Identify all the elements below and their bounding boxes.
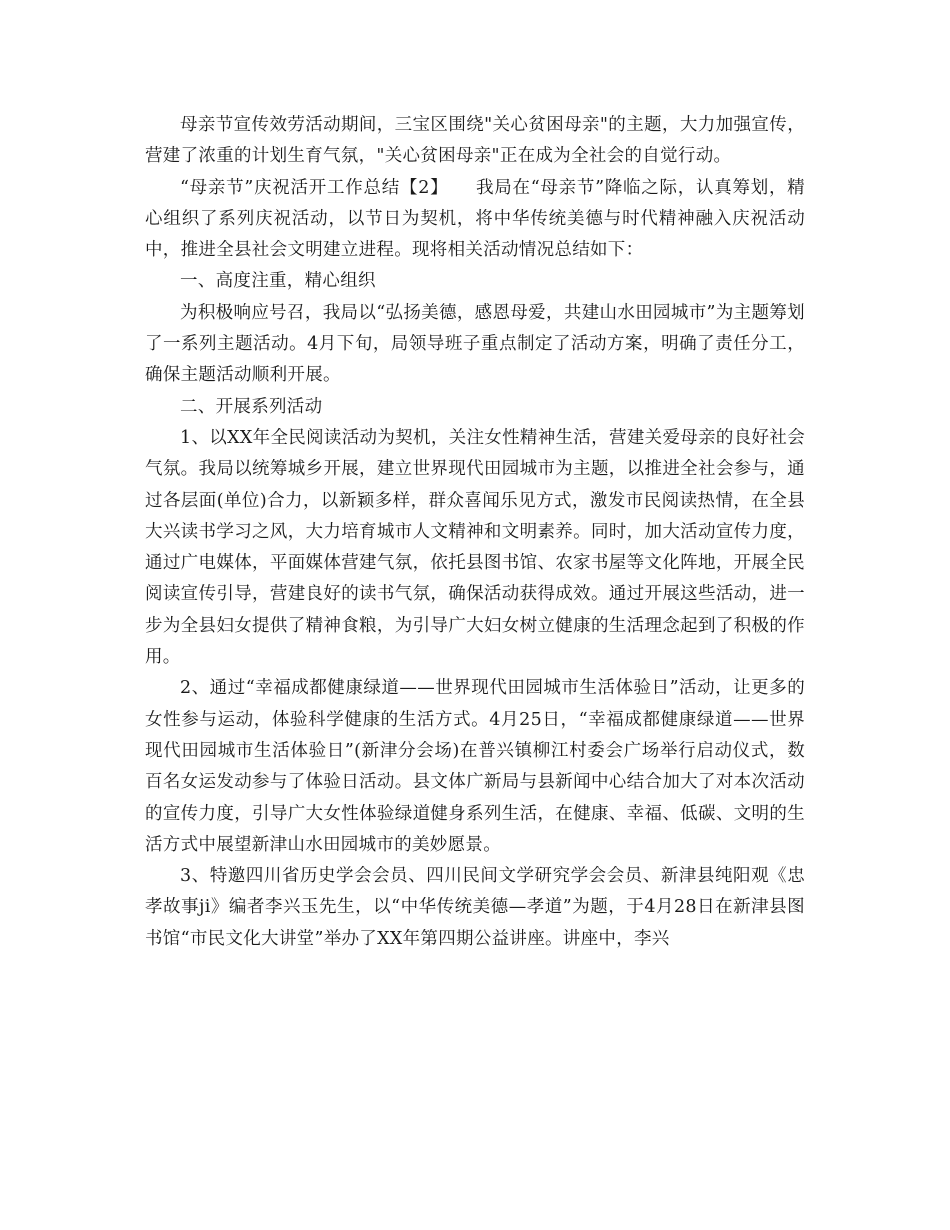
section-heading-1: 一、高度注重，精心组织 [180,271,376,292]
section-heading-2: 二、开展系列活动 [180,396,323,417]
paragraph-intro: 母亲节宣传效劳活动期间，三宝区围绕"关心贫困母亲"的主题，大力加强宣传，营建了浓重的计划生育气氛，"关心贫困母亲"正在成为全社会的自觉行动。 [145,115,805,167]
paragraph-activity-1: 1、以XX年全民阅读活动为契机，关注女性精神生活，营建关爱母亲的良好社会气氛。我局以统筹城乡开展，建立世界现代田园城市为主题，以推进全社会参与，通过各层面(单位)合力，以新颖多样，群众喜闻乐见方式，激发市民阅读热情，在全县大兴读书学习之风，大力培育城市人文精神和文明素养。同时，加大活动宣传力度，通过广电媒体，平面媒体营建气氛，依托县图书馆、农家书屋等文化阵地，开展全民阅读宣传引导，营建良好的读书气氛，确保活动获得成效。通过开展这些活动，进一步为全县妇女提供了精神食粮，为引导广大妇女树立健康的生活理念起到了积极的作用。 [145,427,805,668]
paragraph-activity-3: 3、特邀四川省历史学会会员、四川民间文学研究学会会员、新津县纯阳观《忠孝故事ji》编者李兴玉先生，以“中华传统美德—孝道”为题，于4月28日在新津县图书馆“市民文化大讲堂”举办了XX年第四期公益讲座。讲座中，李兴 [145,866,805,949]
paragraph-summary-title: “母亲节”庆祝活开工作总结【2】 我局在“母亲节”降临之际，认真筹划，精心组织了系列庆祝活动，以节日为契机，将中华传统美德与时代精神融入庆祝活动中，推进全县社会文明建立进程。现将相关活动情况总结如下： [145,177,805,261]
paragraph-organization: 为积极响应号召，我局以“弘扬美德，感恩母爱，共建山水田园城市”为主题筹划了一系列主题活动。4月下旬，局领导班子重点制定了活动方案，明确了责任分工，确保主题活动顺利开展。 [145,302,805,386]
paragraph-activity-2: 2、通过“幸福成都健康绿道——世界现代田园城市生活体验日”活动，让更多的女性参与运动，体验科学健康的生活方式。4月25日，“幸福成都健康绿道——世界现代田园城市生活体验日”(新津分会场)在普兴镇柳江村委会广场举行启动仪式，数百名女运发动参与了体验日活动。县文体广新局与县新闻中心结合加大了对本次活动的宣传力度，引导广大女性体验绿道健身系列生活，在健康、幸福、低碳、文明的生活方式中展望新津山水田园城市的美妙愿景。 [145,678,805,855]
